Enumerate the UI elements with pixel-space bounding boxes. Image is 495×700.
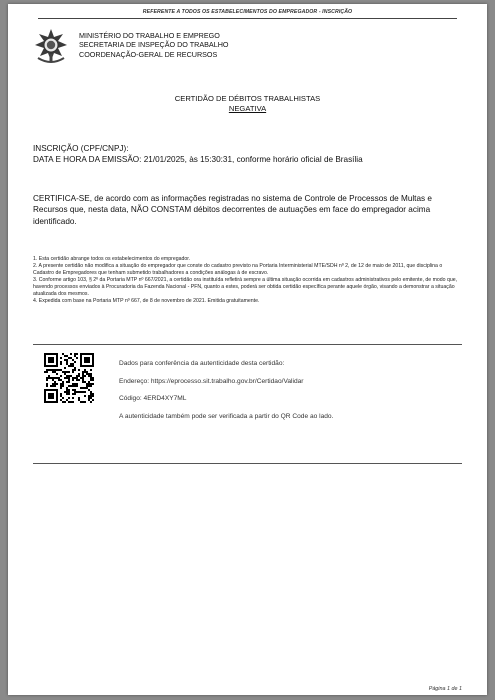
identification-block xyxy=(33,143,363,165)
note-item: 2. A presente certidão não modifica a situação do empregador que conste do cadastro previsto na Portaria Interministerial MTE/SDH nº 2, de 12 de maio de 2011, que disciplina o Cadastro de Empregadores que tenham submetido trabalhadores a condições análogas à de escravo. xyxy=(33,263,443,276)
certificate-page xyxy=(8,4,487,695)
agency-ministry: MINISTÉRIO DO TRABALHO E EMPREGO xyxy=(79,31,220,40)
note-item: 3. Conforme artigo 103, § 2º da Portaria MTP nº 667/2021, a certidão ora instituída refletirá sempre a última situação ocorrida em cadastros administrativos pelo emitente, de modo que, havendo processos enviados à Procuradoria da Fazenda Nacional - PFN, quanto a estes, poderá ser obtida certidão específica perante aquele órgão, visando a demonstrar a situação atualizada dos mesmos. xyxy=(33,277,458,297)
notes-list xyxy=(33,256,463,305)
title-status: NEGATIVA xyxy=(228,104,267,113)
qr-code-icon xyxy=(44,353,94,403)
verification-address: Endereço: https://eprocesso.sit.trabalho.gov.br/Certidao/Validar xyxy=(119,377,304,385)
verification-code: Código: 4ERD4XY7ML xyxy=(119,395,187,402)
inscricao-label: INSCRIÇÃO (CPF/CNPJ): xyxy=(33,144,129,153)
emission-datetime: DATA E HORA DA EMISSÃO: 21/01/2025, às 15:30:31, conforme horário oficial de Brasília xyxy=(33,155,363,164)
top-note: REFERENTE A TODOS OS ESTABELECIMENTOS DO EMPREGADOR - INSCRIÇÃO xyxy=(142,9,353,15)
verification-box xyxy=(33,344,462,464)
brazil-coat-of-arms-icon xyxy=(34,28,68,64)
agency-coordination: COORDENAÇÃO-GERAL DE RECURSOS xyxy=(79,49,218,59)
document-title xyxy=(8,94,487,114)
verification-text xyxy=(119,359,333,429)
verification-heading: Dados para conferência da autenticidade desta certidão: xyxy=(119,360,285,367)
page-number: Página 1 de 1 xyxy=(428,686,462,692)
note-item: 4. Expedida com base na Portaria MTP nº 667, de 8 de novembro de 2021. Emitida gratuitamente. xyxy=(33,298,260,304)
note-item: 1. Esta certidão abrange todos os estabelecimentos do empregador. xyxy=(33,256,191,262)
agency-block xyxy=(79,31,229,59)
certification-text: CERTIFICA-SE, de acordo com as informações registradas no sistema de Controle de Processos de Multas e Recursos que, nesta data, NÃO CONSTAM débitos decorrentes de autuações em face do empregador acima identificado. xyxy=(33,194,432,226)
title-main: CERTIDÃO DE DÉBITOS TRABALHISTAS xyxy=(174,94,321,103)
verification-qr-note: A autenticidade também pode ser verificada a partir do QR Code ao lado. xyxy=(119,412,334,420)
agency-secretariat: SECRETARIA DE INSPEÇÃO DO TRABALHO xyxy=(79,40,229,50)
top-divider xyxy=(38,18,457,19)
